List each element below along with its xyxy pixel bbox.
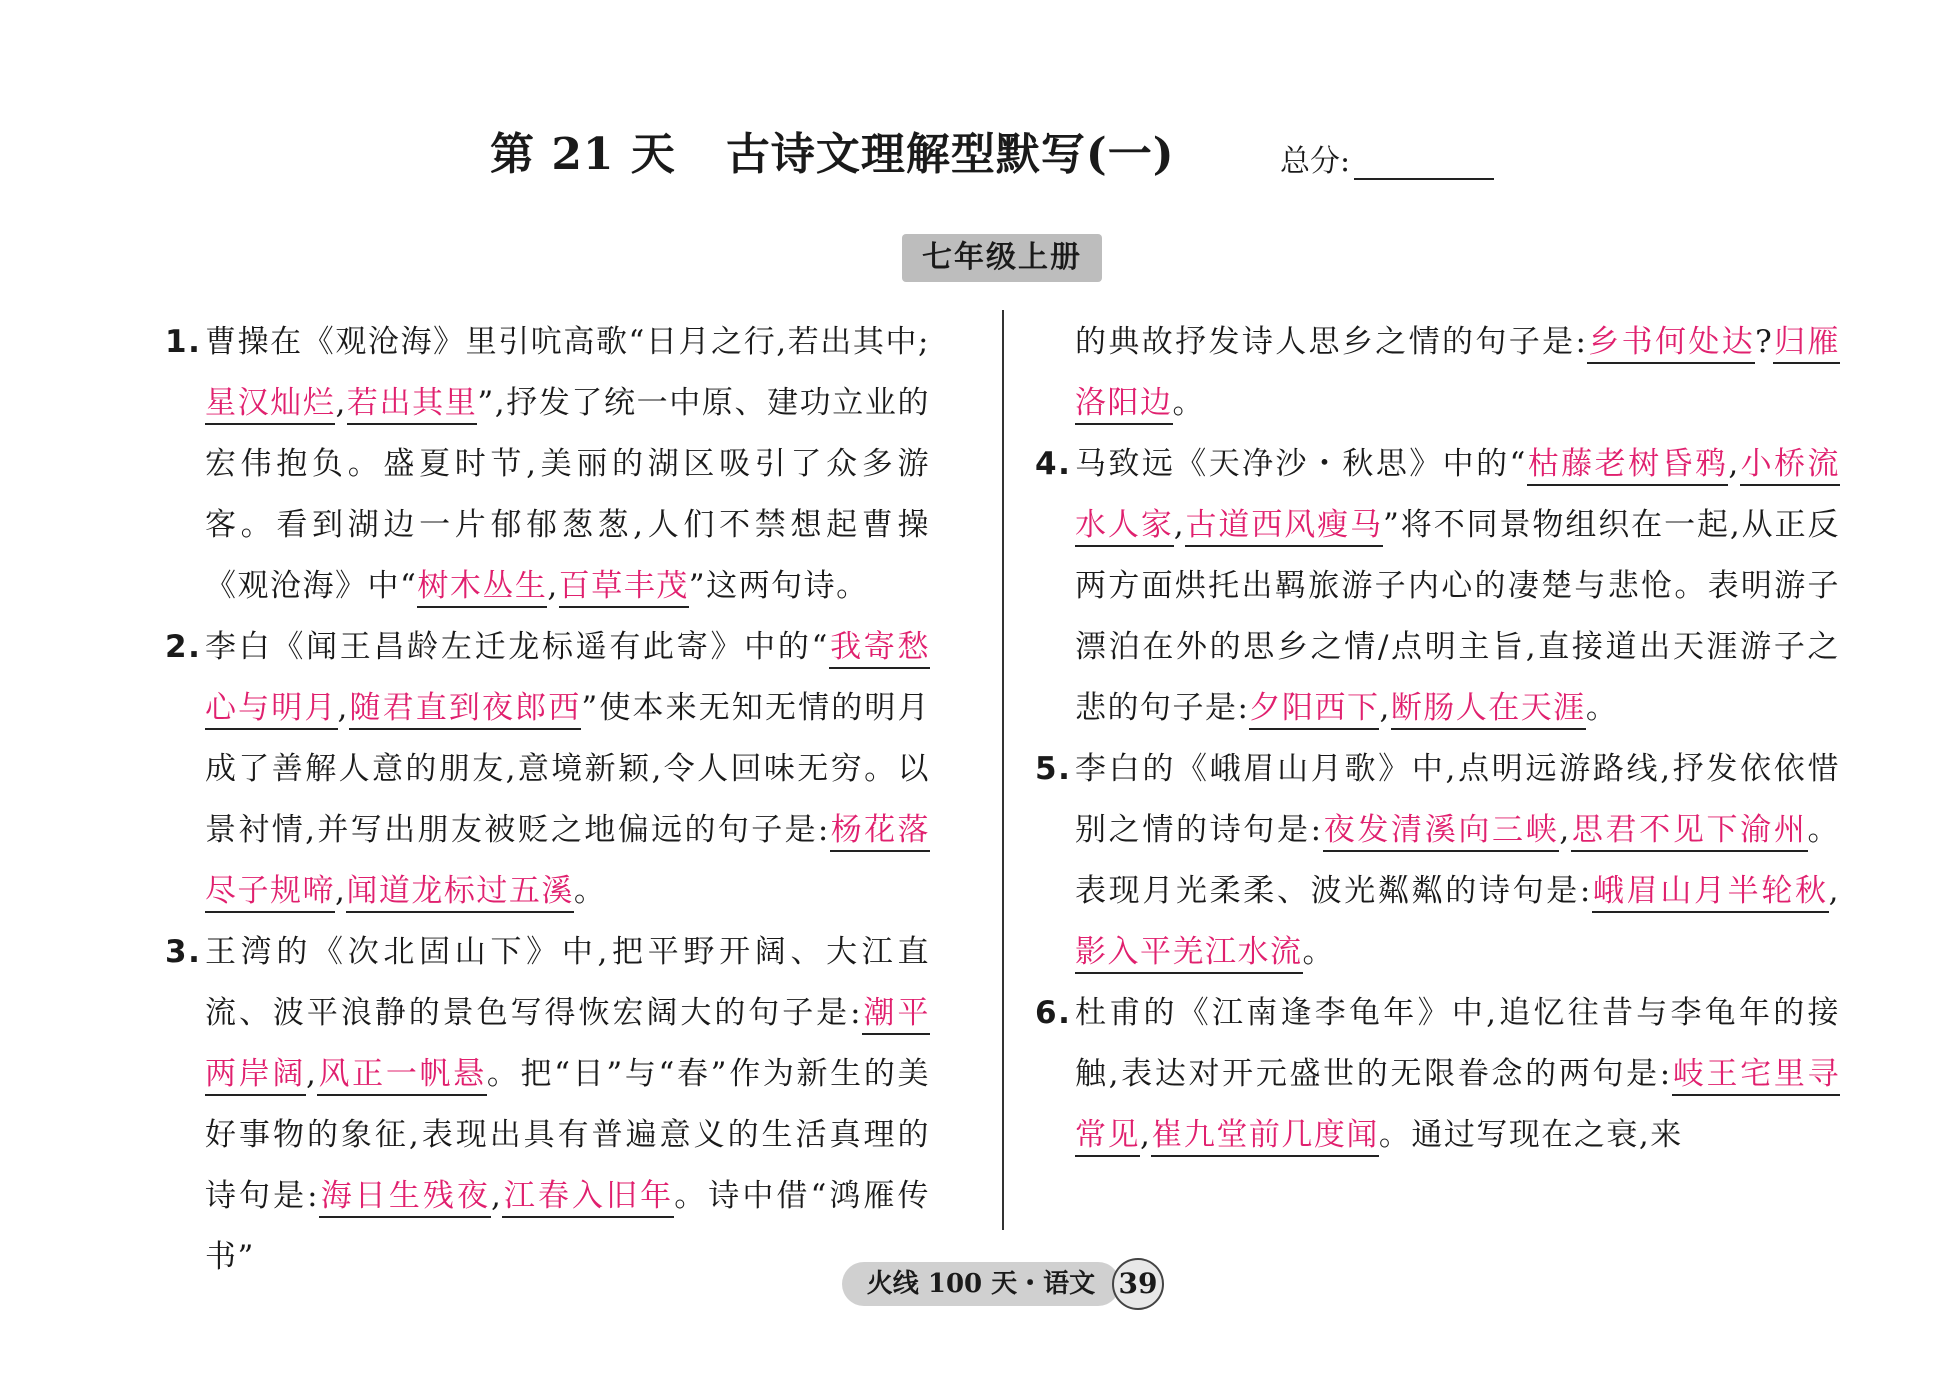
question-item bbox=[1035, 983, 1840, 1166]
question-number: 3. bbox=[165, 934, 202, 970]
question-text: , bbox=[306, 1056, 318, 1092]
answer-text: 小桥流水人家 bbox=[1075, 446, 1840, 547]
answer-text: 星汉灿烂 bbox=[205, 385, 335, 425]
question-text: 的典故抒发诗人思乡之情的句子是: bbox=[1075, 324, 1588, 360]
answer-text: 影入平羌江水流 bbox=[1075, 934, 1303, 974]
answer-text: 崔九堂前几度闻 bbox=[1151, 1117, 1379, 1157]
question-text: , bbox=[335, 385, 347, 421]
answer-text: 江春入旧年 bbox=[502, 1178, 674, 1218]
question-text: 王湾的《次北固山下》中,把平野开阔、大江直流、波平浪静的景色写得恢宏阔大的句子是: bbox=[205, 934, 930, 1031]
question-text: 。 bbox=[1302, 934, 1335, 970]
column-divider bbox=[1002, 310, 1004, 1230]
question-item bbox=[1035, 739, 1840, 983]
question-text: ”将不同景物组织在一起,从正反两方面烘托出羁旅游子内心的凄楚与悲怆。表明游子漂泊在外的思乡之情/点明主旨,直接道出天涯游子之悲的句子是: bbox=[1075, 507, 1841, 726]
answer-text: 我寄愁心与明月 bbox=[205, 629, 930, 730]
question-text: , bbox=[1173, 507, 1186, 543]
question-text: , bbox=[337, 690, 349, 726]
answer-text: 岐王宅里寻常见 bbox=[1075, 1056, 1840, 1157]
answer-text: 风正一帆悬 bbox=[317, 1056, 486, 1096]
question-text: ”这两句诗。 bbox=[688, 568, 869, 604]
day-label: 第 21 天 bbox=[490, 129, 676, 180]
page-number: 39 bbox=[1112, 1258, 1164, 1310]
question-text: 杜甫的《江南逢李龟年》中,追忆往昔与李龟年的接触,表达对开元盛世的无限眷念的两句是: bbox=[1075, 995, 1840, 1092]
question-text: 李白的《峨眉山月歌》中,点明远游路线,抒发依依惜别之情的诗句是: bbox=[1075, 751, 1840, 848]
answer-text: 峨眉山月半轮秋 bbox=[1592, 873, 1829, 913]
answer-text: 树木丛生 bbox=[417, 568, 547, 608]
question-text: 马致远《天净沙・秋思》中的“ bbox=[1075, 446, 1527, 482]
answer-text: 杨花落尽子规啼 bbox=[205, 812, 930, 913]
question-number: 6. bbox=[1035, 995, 1072, 1031]
question-text: 。诗中借“鸿雁传书” bbox=[205, 1178, 931, 1275]
question-number: 1. bbox=[165, 324, 202, 360]
question-text: , bbox=[1379, 690, 1391, 726]
answer-text: 夕阳西下 bbox=[1249, 690, 1379, 730]
question-text: , bbox=[335, 873, 347, 909]
lesson-title: 古诗文理解型默写(一) bbox=[725, 129, 1175, 180]
answer-text: 百草丰茂 bbox=[559, 568, 689, 608]
total-score bbox=[1280, 136, 1494, 180]
question-text: 。 bbox=[1172, 385, 1205, 421]
question-text: ”使本来无知无情的明月成了善解人意的朋友,意境新颖,令人回味无穷。以景衬情,并写出朋友被贬之地偏远的句子是: bbox=[205, 690, 931, 848]
answer-text: 随君直到夜郎西 bbox=[349, 690, 582, 730]
question-text: 。 bbox=[1585, 690, 1619, 726]
answer-text: 思君不见下渝州 bbox=[1571, 812, 1808, 852]
question-text: , bbox=[491, 1178, 503, 1214]
answer-text: 潮平两岸阔 bbox=[205, 995, 930, 1096]
answer-text: 若出其里 bbox=[347, 385, 478, 425]
question-item bbox=[1035, 434, 1840, 739]
question-item bbox=[165, 922, 930, 1288]
section-banner: 七年级上册 bbox=[902, 234, 1102, 282]
question-text: 。通过写现在之衰,来 bbox=[1378, 1117, 1683, 1153]
left-column bbox=[165, 312, 930, 1288]
question-text: ”,抒发了统一中原、建功立业的宏伟抱负。盛夏时节,美丽的湖区吸引了众多游客。看到湖边一片郁郁葱葱,人们不禁想起曹操《观沧海》中“ bbox=[205, 385, 931, 604]
question-text: 曹操在《观沧海》里引吭高歌“日月之行,若出其中; bbox=[205, 324, 930, 360]
question-text: , bbox=[1140, 1117, 1152, 1153]
book-title: 火线 100 天・语文 bbox=[842, 1262, 1120, 1306]
question-text: 。表现月光柔柔、波光粼粼的诗句是: bbox=[1075, 812, 1841, 909]
question-text: , bbox=[1828, 873, 1841, 909]
question-number: 4. bbox=[1035, 446, 1072, 482]
page-header bbox=[0, 118, 1934, 198]
answer-text: 海日生残夜 bbox=[319, 1178, 491, 1218]
score-blank bbox=[1354, 148, 1494, 180]
question-text: , bbox=[1559, 812, 1571, 848]
question-number: 2. bbox=[165, 629, 202, 665]
score-label: 总分: bbox=[1280, 144, 1351, 179]
question-text: 李白《闻王昌龄左迁龙标遥有此寄》中的“ bbox=[205, 629, 829, 665]
answer-text: 夜发清溪向三峡 bbox=[1323, 812, 1560, 852]
question-text: , bbox=[1728, 446, 1740, 482]
answer-text: 古道西风瘦马 bbox=[1185, 507, 1383, 547]
answer-text: 闻道龙标过五溪 bbox=[346, 873, 574, 913]
page-title bbox=[490, 118, 1175, 182]
question-text: 。 bbox=[573, 873, 607, 909]
answer-text: 乡书何处达 bbox=[1587, 324, 1755, 364]
question-text: ? bbox=[1755, 324, 1774, 360]
question-text: , bbox=[547, 568, 559, 604]
question-item bbox=[1035, 312, 1840, 434]
question-item bbox=[165, 312, 930, 617]
question-text: 。把“日”与“春”作为新生的美好事物的象征,表现出具有普遍意义的生活真理的诗句是: bbox=[205, 1056, 931, 1214]
question-item bbox=[165, 617, 930, 922]
question-number: 5. bbox=[1035, 751, 1072, 787]
right-column bbox=[1035, 312, 1840, 1166]
answer-text: 枯藤老树昏鸦 bbox=[1527, 446, 1728, 486]
answer-text: 归雁洛阳边 bbox=[1075, 324, 1840, 425]
answer-text: 断肠人在天涯 bbox=[1391, 690, 1586, 730]
page-footer bbox=[842, 1258, 1162, 1310]
